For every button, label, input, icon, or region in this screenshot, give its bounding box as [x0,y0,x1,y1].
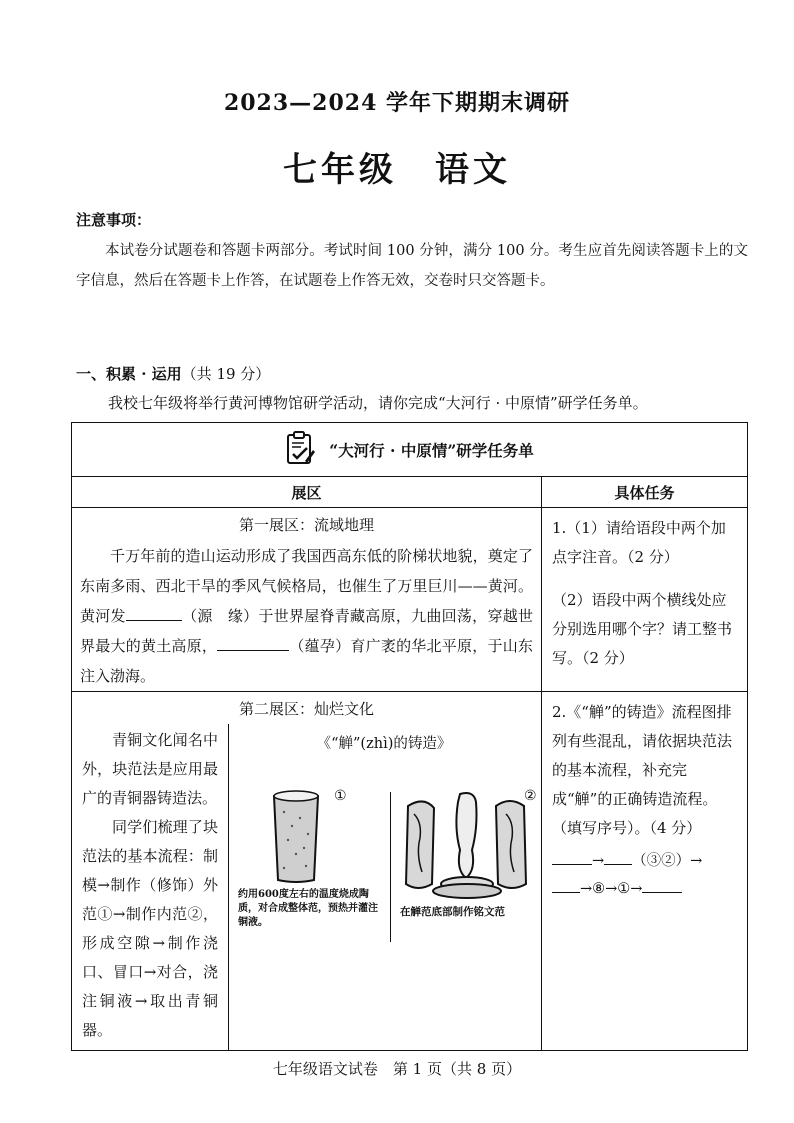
task2-cell [542,692,748,1051]
section-intro: 我校七年级将举行黄河博物馆研学活动，请你完成“大河行 · 中原情”研学任务单。 [108,394,648,412]
zone2-cell [72,692,542,1051]
zone1-cell [72,508,542,692]
section-heading [76,363,270,384]
zone2-title: 第二展区：灿烂文化 [238,700,374,718]
section-title: 一、积累 · 运用 [76,365,182,383]
task2-text: 2.《“觯”的铸造》流程图排列有些混乱，请依据块范法的基本流程，补充完成“觯”的正确铸造流程。（填写序号）。（4 分） [552,703,733,837]
task1-cell [542,508,748,692]
column-header-task: 具体任务 [542,477,748,508]
task1-part2: （2）语段中两个横线处应分别选用哪个字？请工整书写。（2 分） [552,591,733,667]
notice-heading: 注意事项： [76,211,152,229]
flow-blank-2 [604,850,632,866]
flow-blank-4 [642,878,682,894]
task1-part1: 1.（1）请给语段中两个加点字注音。（2 分） [552,519,726,566]
notice-text: 本试卷分试题卷和答题卡两部分。考试时间 100 分钟，满分 100 分。考生应首先阅读答题卡上的文字信息，然后在答题卡上作答，在试题卷上作答无效，交卷时只交答题卡。 [76,243,748,289]
flow-tail: →⑧→①→ [580,881,643,897]
subject-title: 七年级 语文 [283,150,511,190]
zone2-divider [228,724,229,1050]
column-header-zone: 展区 [72,477,542,508]
clipboard-check-icon [285,431,315,469]
figure-2-caption: 在觯范底部制作铭文范 [400,906,505,918]
task-sheet-caption: “大河行 · 中原情”研学任务单 [329,440,534,460]
zone1-text-c: （蕴孕）育广袤的华北平原，于山东注入渤海。 [80,637,533,685]
flow-blank-1 [552,850,592,866]
flow-given-steps: （③②）→ [632,853,703,869]
page-footer: 七年级语文试卷 第 1 页（共 8 页） [272,1060,522,1078]
figure-separator [390,792,391,942]
task-sheet-table [71,422,748,1051]
casting-figure-2 [396,788,540,904]
zone1-text-a: 千万年前的造山运动形成了我国西高东低的阶梯状地貌，奠定了东南多雨、西北干旱的季风气候格局，也催生了万里巨川——黄河。黄河发 [80,547,533,625]
figure-2-number: ② [524,788,537,804]
fill-blank-2 [217,635,289,651]
zone1-title: 第一展区：流域地理 [238,516,374,534]
figure-1-caption: 约用600度左右的温度烧成陶质，对合成整体范，预热并灌注铜液。 [238,889,378,928]
casting-flow-answer [552,847,739,903]
section-points: （共 19 分） [181,365,271,383]
flow-blank-3 [552,878,580,894]
flow-arrow-1: → [592,853,605,869]
exam-title: 2023—2024 学年下期期末调研 [223,90,571,116]
zone2-para2: 同学们梳理了块范法的基本流程：制模→制作（修饰）外范①→制作内范②，形成空隙→制作浇口、冒口→对合，浇注铜液→取出青铜器。 [82,818,218,1039]
zone1-text-b: （源 缘）于世界屋脊青藏高原，九曲回荡，穿越世界最大的黄土高原， [80,607,533,655]
figure-1-number: ① [334,788,347,804]
fill-blank-1 [126,605,182,621]
diagram-title: 《“觯”(zhì)的铸造》 [316,736,452,752]
casting-figure-1 [234,788,384,890]
zone1-passage [72,535,541,691]
zone2-para1: 青铜文化闻名中外，块范法是应用最广的青铜器铸造法。 [82,731,218,807]
zone2-passage [82,726,218,1045]
task-sheet-caption-cell [72,423,748,477]
